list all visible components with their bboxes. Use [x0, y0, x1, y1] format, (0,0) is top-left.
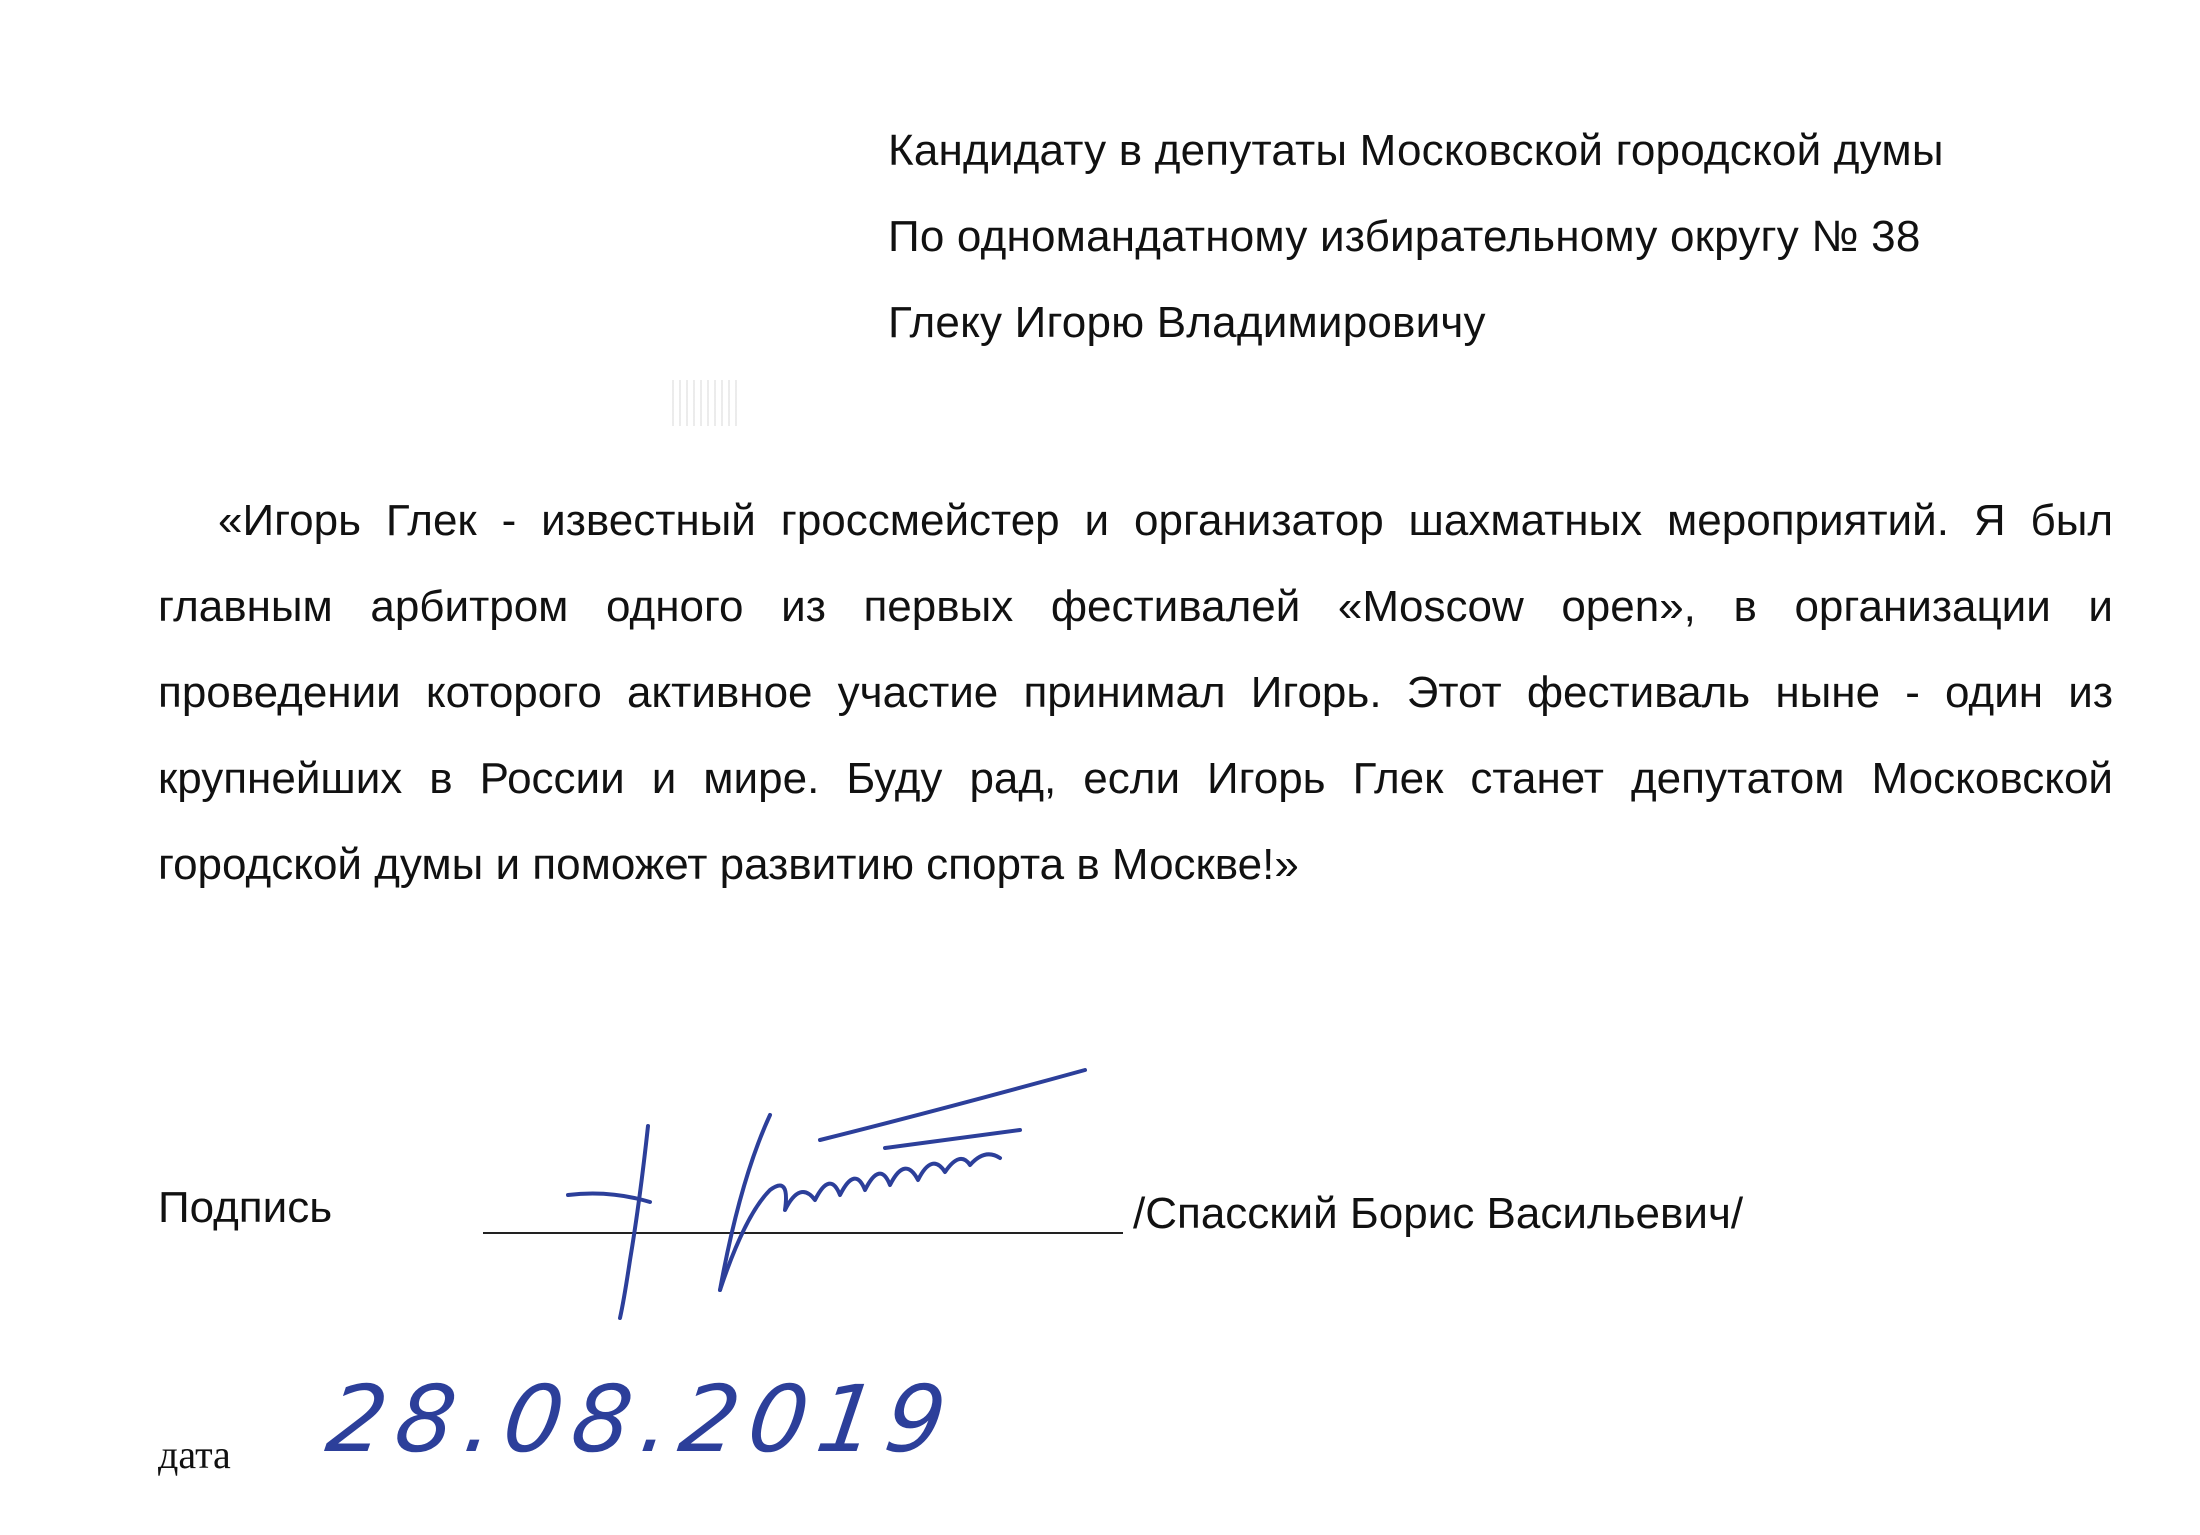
handwritten-date: 28.08.2019 [320, 1366, 963, 1473]
handwritten-signature [540, 1040, 1100, 1320]
addressee-line-2: По одномандатному избирательному округу № 38 [888, 212, 1921, 261]
signer-name: /Спасский Борис Васильевич/ [1133, 1189, 1744, 1238]
signature-label: Подпись [158, 1183, 333, 1232]
testimonial-text: «Игорь Глек - известный гроссмейстер и организатор шахматных мероприятий. Я был главным арбитром одного из первых фестивалей «Moscow open», в организации и проведении которого активное участие принимал Игорь. Этот фестиваль ныне - один из крупнейших в России и мире. Буду рад, если Игорь Глек станет депутатом Московской городской думы и поможет развитию спорта в Москве!» [158, 496, 2113, 889]
scan-artifact [672, 380, 742, 426]
addressee-line-3: Глеку Игорю Владимировичу [888, 298, 1486, 347]
date-label: дата [158, 1432, 231, 1477]
addressee-block [888, 108, 2138, 366]
addressee-line-1: Кандидату в депутаты Московской городской думы [888, 126, 1944, 175]
